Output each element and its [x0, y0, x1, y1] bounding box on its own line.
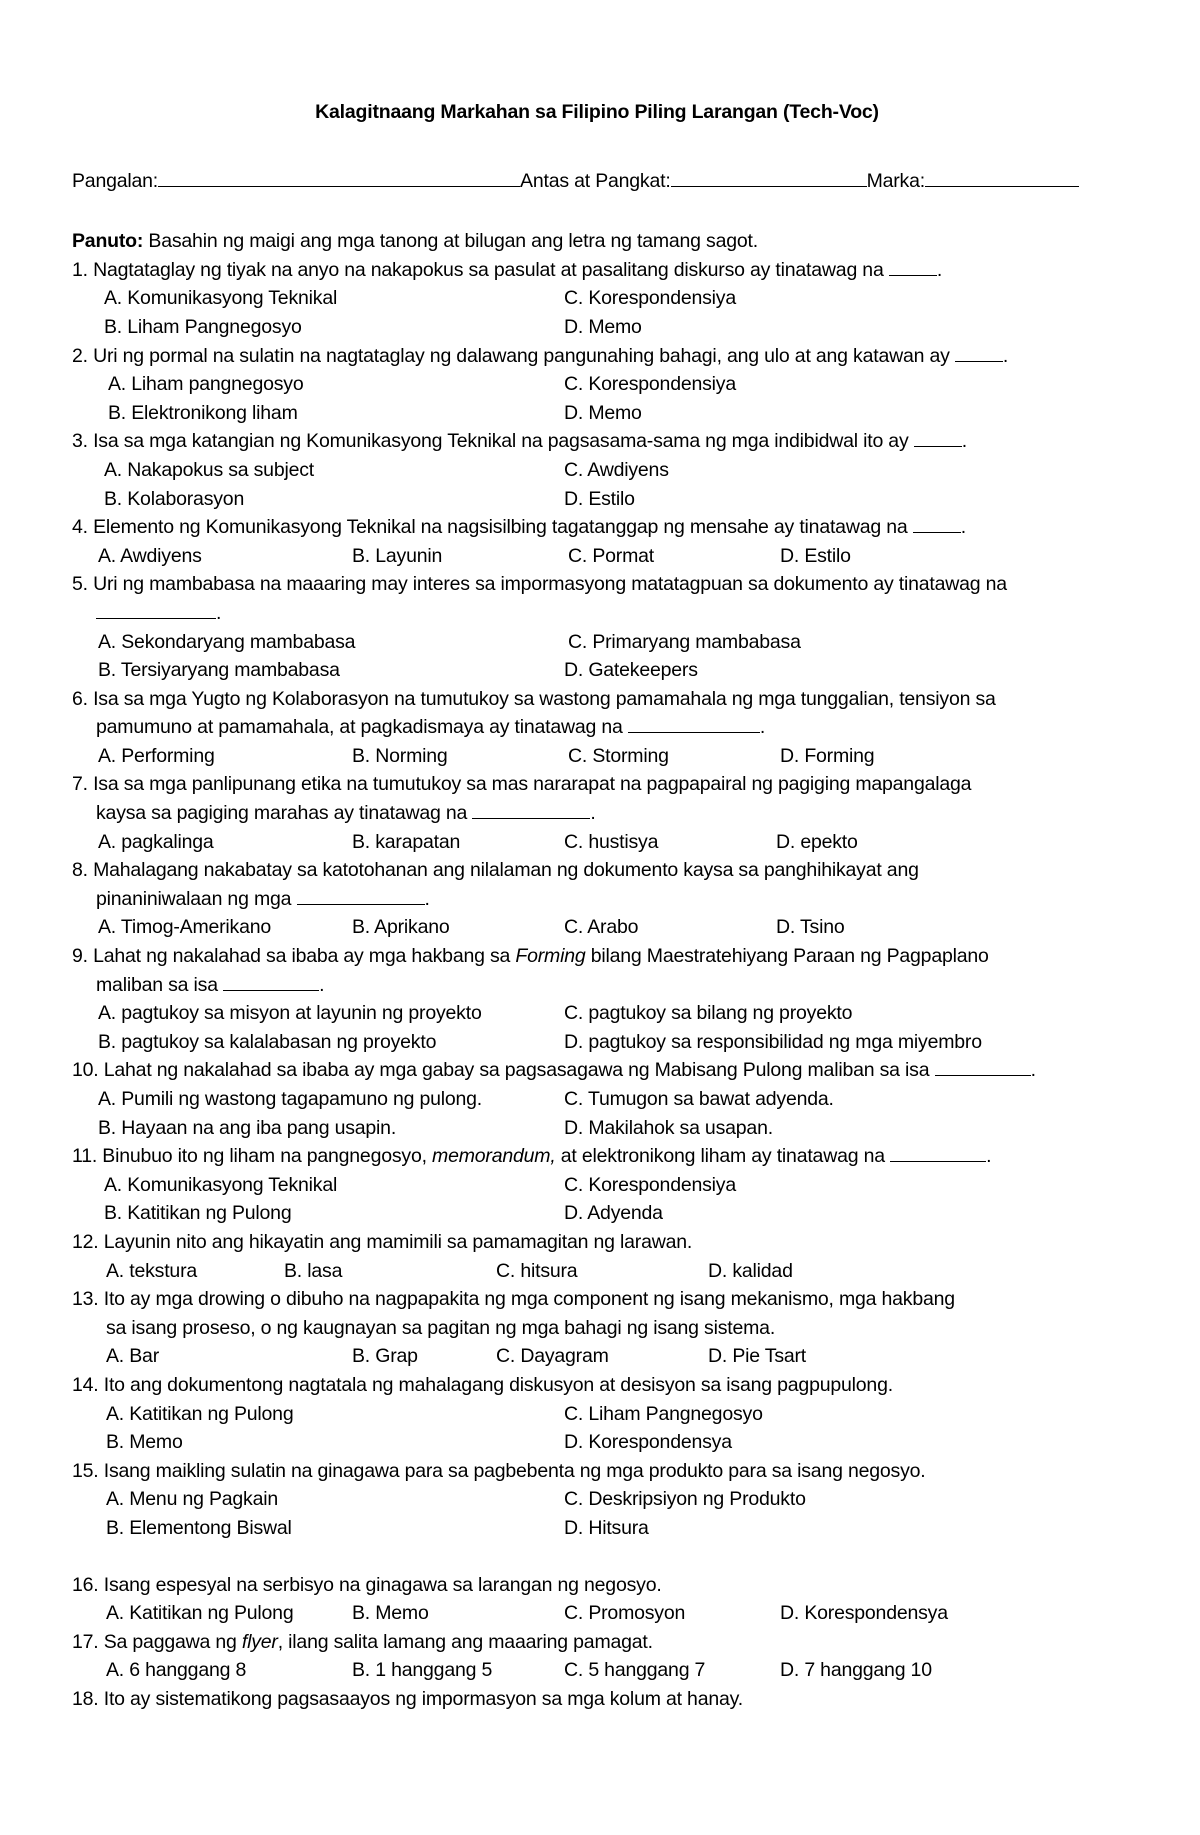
option-d[interactable]: D. Pie Tsart	[708, 1345, 807, 1368]
question-end: .	[986, 1145, 992, 1168]
question-8	[72, 856, 1132, 942]
question-number: 6.	[72, 687, 88, 710]
option-c[interactable]: C. Korespondensiya	[564, 373, 737, 396]
question-text: Lahat ng nakalahad sa ibaba ay mga gabay sa pagsasagawa ng Mabisang Pulong maliban sa isa	[103, 1059, 930, 1082]
name-blank[interactable]	[158, 168, 520, 187]
option-a[interactable]: A. Katitikan ng Pulong	[106, 1402, 294, 1425]
question-number: 3.	[72, 430, 88, 453]
question-text: Layunin nito ang hikayatin ang mamimili sa pamamagitan ng larawan.	[103, 1230, 693, 1253]
option-b[interactable]: B. 1 hanggang 5	[352, 1659, 493, 1682]
question-end: .	[319, 973, 325, 996]
option-d[interactable]: D. Estilo	[564, 487, 635, 510]
question-text: Isa sa mga panlipunang etika na tumutukoy sa mas nararapat na pagpapairal ng pagiging mapangalaga	[93, 773, 972, 796]
option-d[interactable]: D. 7 hanggang 10	[780, 1659, 932, 1682]
option-b[interactable]: B. Elementong Biswal	[106, 1516, 292, 1539]
question-number: 9.	[72, 945, 88, 968]
question-number: 10.	[72, 1059, 99, 1082]
answer-blank	[914, 428, 962, 447]
spacer	[72, 1543, 1132, 1571]
option-a[interactable]: A. Timog-Amerikano	[98, 916, 272, 939]
question-end: .	[424, 887, 430, 910]
option-d[interactable]: D. kalidad	[708, 1259, 793, 1282]
student-info-row	[72, 167, 1132, 196]
option-b[interactable]: B. Layunin	[352, 544, 443, 567]
exam-document	[72, 98, 1132, 1713]
option-a[interactable]: A. Pumili ng wastong tagapamuno ng pulong.	[98, 1088, 483, 1110]
question-text: Uri ng pormal na sulatin na nagtataglay ng dalawang pangunahing bahagi, ang ulo at ang katawan ay	[93, 344, 950, 367]
option-b[interactable]: B. lasa	[284, 1259, 343, 1282]
option-a[interactable]: A. Komunikasyong Teknikal	[104, 1173, 338, 1196]
option-b[interactable]: B. Grap	[352, 1345, 418, 1368]
option-a[interactable]: A. Awdiyens	[98, 544, 202, 567]
option-a[interactable]: A. Menu ng Pagkain	[106, 1488, 279, 1511]
question-text: Lahat ng nakalahad sa ibaba ay mga hakbang sa	[93, 945, 516, 968]
option-a[interactable]: A. 6 hanggang 8	[106, 1659, 247, 1682]
option-d[interactable]: D. Memo	[564, 401, 642, 424]
option-b[interactable]: B. Memo	[352, 1602, 429, 1625]
question-text-cont: kaysa sa pagiging marahas ay tinatawag na	[96, 802, 468, 825]
question-number: 1.	[72, 258, 88, 281]
option-c[interactable]: C. Dayagram	[496, 1345, 609, 1368]
option-c[interactable]: C. Primaryang mambabasa	[568, 630, 801, 653]
question-text: Ito ay sistematikong pagsasaayos ng impormasyon sa mga kolum at hanay.	[103, 1687, 743, 1710]
option-a[interactable]: A. Performing	[98, 744, 215, 767]
question-text-cont: sa isang proseso, o ng kaugnayan sa pagitan ng mga bahagi ng isang sistema.	[106, 1316, 776, 1339]
question-number: 18.	[72, 1687, 99, 1710]
question-end: .	[1002, 344, 1009, 367]
option-a[interactable]: A. pagkalinga	[98, 830, 214, 853]
option-d[interactable]: D. Hitsura	[564, 1516, 649, 1539]
option-b[interactable]: B. Liham Pangnegosyo	[104, 315, 302, 338]
question-text-post: , ilang salita lamang ang maaaring pamagat.	[277, 1630, 653, 1653]
option-a[interactable]: A. Bar	[106, 1345, 159, 1368]
exam-title: Kalagitnaang Markahan sa Filipino Piling Larangan (Tech-Voc)	[315, 101, 879, 123]
option-a[interactable]: A. tekstura	[106, 1259, 198, 1282]
option-c[interactable]: C. Korespondensiya	[564, 287, 737, 310]
option-d[interactable]: D. Forming	[780, 744, 875, 767]
option-c[interactable]: C. Pormat	[568, 544, 654, 567]
option-a[interactable]: A. Nakapokus sa subject	[104, 458, 315, 481]
question-text-cont: maliban sa isa	[96, 973, 218, 996]
option-b[interactable]: B. Kolaborasyon	[104, 487, 245, 510]
option-a[interactable]: A. Komunikasyong Teknikal	[104, 287, 338, 310]
option-d[interactable]: D. Korespondensya	[780, 1602, 948, 1625]
question-10	[72, 1056, 1132, 1142]
question-number: 17.	[72, 1630, 99, 1653]
instructions	[72, 227, 1132, 256]
option-b[interactable]: B. pagtukoy sa kalalabasan ng proyekto	[98, 1030, 437, 1053]
question-number: 7.	[72, 773, 88, 796]
option-c[interactable]: C. Storming	[568, 744, 669, 767]
question-text: Isa sa mga Yugto ng Kolaborasyon na tumutukoy sa wastong pamamahala ng mga tunggalian, tensiyon sa	[93, 687, 996, 710]
question-text: Mahalagang nakabatay sa katotohanan ang nilalaman ng dokumento kaysa sa panghihikayat ang	[93, 859, 919, 882]
answer-blank	[889, 257, 937, 276]
instructions-label: Panuto:	[72, 230, 144, 253]
option-d[interactable]: D. epekto	[776, 830, 858, 853]
option-c[interactable]: C. hitsura	[496, 1259, 578, 1282]
question-text: Isang maikling sulatin na ginagawa para sa pagbebenta ng mga produkto para sa isang negosyo.	[103, 1459, 926, 1482]
grade-section-label: Antas at Pangkat:	[520, 169, 671, 192]
question-text: Ito ay mga drowing o dibuho na nagpapakita ng mga component ng isang mekanismo, mga hakbang	[103, 1288, 955, 1311]
answer-blank	[297, 886, 425, 905]
question-5	[72, 570, 1132, 684]
question-text: Isa sa mga katangian ng Komunikasyong Teknikal na pagsasama-sama ng mga indibidwal ito ay	[93, 430, 909, 453]
question-14	[72, 1371, 1132, 1457]
option-d[interactable]: D. pagtukoy sa responsibilidad ng mga miyembro	[564, 1030, 982, 1053]
question-text: Nagtataglay ng tiyak na anyo na nakapokus sa pasulat at pasalitang diskurso ay tinatawag na	[93, 258, 884, 281]
answer-blank	[223, 972, 319, 991]
question-13	[72, 1285, 1132, 1371]
instructions-text: Basahin ng maigi ang mga tanong at bilugan ang letra ng tamang sagot.	[143, 230, 758, 253]
option-b[interactable]: B. karapatan	[352, 830, 461, 853]
option-c[interactable]: C. pagtukoy sa bilang ng proyekto	[564, 1002, 853, 1025]
question-number: 5.	[72, 573, 88, 596]
question-text-cont: pinaniniwalaan ng mga	[96, 887, 292, 910]
answer-blank	[913, 514, 961, 533]
question-text-italic: Forming	[515, 945, 586, 968]
option-c[interactable]: C. Korespondensiya	[564, 1173, 737, 1196]
option-d[interactable]: D. Estilo	[780, 544, 851, 567]
option-b[interactable]: B. Norming	[352, 744, 448, 767]
question-18	[72, 1685, 1132, 1714]
grade-section-blank[interactable]	[671, 168, 867, 187]
question-9	[72, 942, 1132, 1056]
question-12	[72, 1228, 1132, 1285]
answer-blank	[472, 800, 590, 819]
option-c[interactable]: C. Deskripsiyon ng Produkto	[564, 1488, 806, 1511]
question-text: Binubuo ito ng liham na pangnegosyo,	[102, 1145, 433, 1168]
question-end: .	[961, 430, 967, 453]
question-text: Elemento ng Komunikasyong Teknikal na nagsisilbing tagatanggap ng mensahe ay tinatawag na	[93, 516, 908, 539]
question-text: Sa paggawa ng	[103, 1630, 242, 1653]
question-text: Uri ng mambabasa na maaaring may interes sa impormasyong matatagpuan sa dokumento ay tinatawag na	[93, 573, 1007, 596]
option-d[interactable]: D. Memo	[564, 315, 642, 338]
question-number: 14.	[72, 1373, 99, 1396]
score-blank[interactable]	[925, 168, 1079, 187]
question-number: 8.	[72, 859, 88, 882]
question-text-post: at elektronikong liham ay tinatawag na	[555, 1145, 885, 1168]
question-end: .	[216, 601, 222, 624]
option-a[interactable]: A. Katitikan ng Pulong	[106, 1602, 294, 1625]
option-c[interactable]: C. Arabo	[564, 916, 639, 939]
option-d[interactable]: D. Makilahok sa usapan.	[564, 1116, 773, 1139]
question-text-cont: pamumuno at pamamahala, at pagkadismaya ay tinatawag na	[96, 716, 623, 739]
option-b[interactable]: B. Aprikano	[352, 916, 450, 939]
question-number: 4.	[72, 516, 88, 539]
question-text-italic: memorandum,	[432, 1145, 556, 1168]
question-end: .	[759, 716, 766, 739]
option-d[interactable]: D. Tsino	[776, 916, 845, 939]
option-d[interactable]: D. Gatekeepers	[564, 659, 698, 682]
answer-blank	[628, 714, 760, 733]
question-text-post: bilang Maestratehiyang Paraan ng Pagpaplano	[585, 945, 989, 968]
option-c[interactable]: C. hustisya	[564, 830, 659, 853]
option-a[interactable]: A. Liham pangnegosyo	[108, 373, 304, 396]
question-3	[72, 427, 1132, 513]
option-d[interactable]: D. Korespondensya	[564, 1431, 732, 1454]
question-number: 2.	[72, 344, 88, 367]
question-7	[72, 770, 1132, 856]
option-d[interactable]: D. Adyenda	[564, 1202, 663, 1225]
option-b[interactable]: B. Elektronikong liham	[108, 401, 298, 424]
question-6	[72, 685, 1132, 771]
question-end: .	[1030, 1059, 1036, 1082]
question-15	[72, 1457, 1132, 1543]
question-number: 12.	[72, 1230, 99, 1253]
option-c[interactable]: C. Tumugon sa bawat adyenda.	[564, 1088, 834, 1110]
question-4	[72, 513, 1132, 570]
question-1	[72, 256, 1132, 342]
option-a[interactable]: A. Sekondaryang mambabasa	[98, 630, 356, 653]
question-11	[72, 1142, 1132, 1228]
answer-blank	[96, 600, 216, 619]
option-c[interactable]: C. Liham Pangnegosyo	[564, 1402, 763, 1425]
question-text: Ito ang dokumentong nagtatala ng mahalagang diskusyon at desisyon sa isang pagpupulong.	[103, 1373, 893, 1396]
question-text: Isang espesyal na serbisyo na ginagawa sa larangan ng negosyo.	[103, 1573, 662, 1596]
question-number: 15.	[72, 1459, 99, 1482]
question-number: 11.	[72, 1145, 98, 1168]
option-b[interactable]: B. Hayaan na ang iba pang usapin.	[98, 1116, 397, 1139]
name-label: Pangalan:	[72, 169, 159, 192]
question-number: 13.	[72, 1288, 99, 1311]
option-a[interactable]: A. pagtukoy sa misyon at layunin ng proyekto	[98, 1002, 482, 1025]
question-end: .	[936, 258, 943, 281]
question-end: .	[960, 516, 966, 539]
question-17	[72, 1628, 1132, 1685]
question-text-italic: flyer	[241, 1630, 278, 1653]
answer-blank	[955, 343, 1003, 362]
option-b[interactable]: B. Memo	[106, 1431, 183, 1454]
question-number: 16.	[72, 1573, 99, 1596]
option-c[interactable]: C. Awdiyens	[564, 458, 669, 481]
option-c[interactable]: C. Promosyon	[564, 1602, 686, 1625]
answer-blank	[935, 1057, 1031, 1076]
option-c[interactable]: C. 5 hanggang 7	[564, 1659, 706, 1682]
option-b[interactable]: B. Tersiyaryang mambabasa	[98, 659, 340, 682]
question-2	[72, 342, 1132, 428]
score-label: Marka:	[866, 169, 925, 192]
answer-blank	[890, 1143, 986, 1162]
option-b[interactable]: B. Katitikan ng Pulong	[104, 1202, 292, 1225]
question-16	[72, 1571, 1132, 1628]
question-end: .	[590, 802, 596, 825]
